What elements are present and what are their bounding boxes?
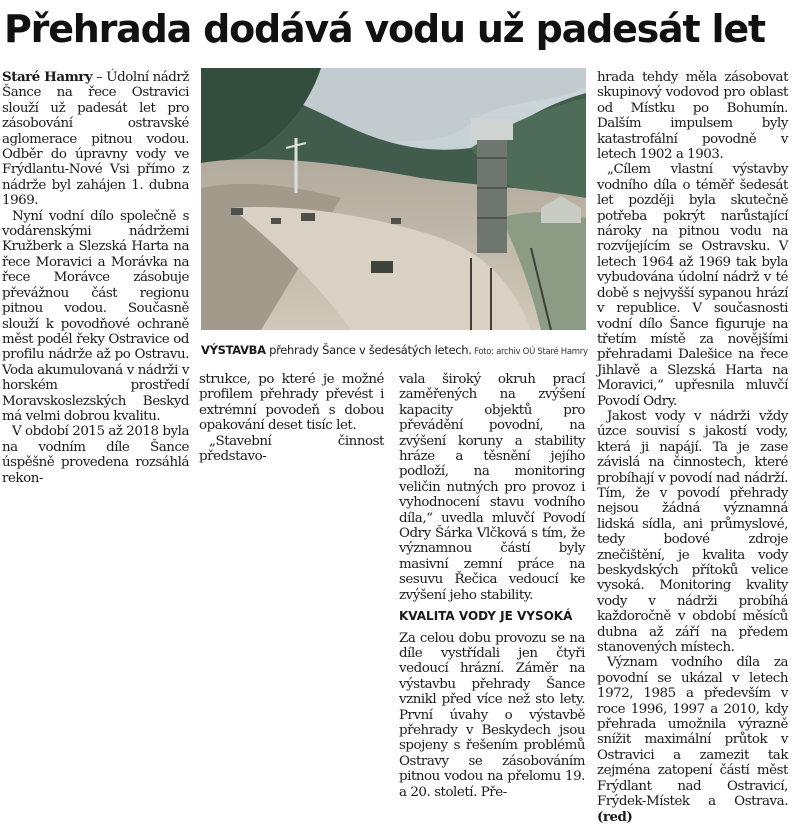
- paragraph-text: Význam vodního díla za povodní se ukázal v letech 1972, 1985 a především v roce 1996, 1997 a 2010, kdy přehrada umožnila výrazně snížit maximální průtok v Ostravici a zamezit tak zejména zatopení částí měst Frýdlant nad Ostravicí, Frýdek-Místek a Ostrava.: [597, 655, 788, 810]
- article-column-1: [2, 70, 189, 486]
- photo-caption: [201, 343, 591, 359]
- paragraph: Nyní vodní dílo společně s vodárenskými nádržemi Kružberk a Slezská Harta na řece Moravici a Morávka na řece Morávce zásobuje převážnou část regionu pitnou vodou. Současně slouží k povodňové ochraně měst podél řeky Ostravice od profilu nádrže až po Ostravu. Voda akumulovaná v nádrži v horském prostředí Moravskoslezských Beskyd má velmi dobrou kvalitu.: [2, 208, 189, 424]
- paragraph: vala široký okruh prací zaměřených na zvýšení kapacity objektů pro převádění povodní, na zvýšení koruny a stability hráze a těsnění jejího podloží, na monitoring veličin nutných pro provoz i vyhodnocení stavu vodního díla,“ uvedla mluvčí Povodí Odry Šárka Vlčková s tím, že významnou částí byly masivní zemní práce na sesuvu Řečica vedoucí ke zvýšení jeho stability.: [399, 372, 585, 603]
- headline: Přehrada dodává vodu už padesát let: [4, 7, 765, 51]
- paragraph: „Cílem vlastní výstavby vodního díla o téměř šedesát let později byla skutečně potřeba pokrýt narůstající nároky na pitnou vodu na rozvíjejícím se Ostravsku. V letech 1964 až 1969 tak byla vybudována údolní nádrž v té době s nejvyšší sypanou hrází v republice. V současnosti vodní dílo Šance figuruje na třetím místě za novějšími přehradami Dalešice na řece Jihlavě a Slezská Harta na Moravici,“ upřesnila mluvčí Povodí Odry.: [597, 162, 788, 409]
- paragraph: V období 2015 až 2018 byla na vodním díle Šance úspěšně provedena rozsáhlá rekon-: [2, 424, 189, 486]
- paragraph: [597, 655, 788, 824]
- paragraph: Za celou dobu provozu se na díle vystřídali jen čtyři vedoucí hrázní. Záměr na výstavbu přehrady Šance vznikl před více než sto lety. První úvahy o výstavbě přehrady v Beskydech jsou spojeny s řešením problémů Ostravy se zásobováním pitnou vodou na přelomu 19. a 20. století. Pře-: [399, 630, 585, 800]
- paragraph: strukce, po které je možné profilem přehrady převést i extrémní povodeň s dobou opakování deset tisíc let.: [199, 372, 384, 434]
- paragraph: „Stavební činnost představo-: [199, 433, 384, 465]
- caption-lead: VÝSTAVBA: [201, 343, 266, 357]
- paragraph: Jakost vody v nádrži vždy úzce souvisí s jakostí vody, která ji napájí. Ta je zase závislá na činnostech, které probíhají v povodí nad nádrží. Tím, že v povodí přehrady nejsou žádná významná lidská sídla, ani průmyslové, tedy bodové zdroje znečištění, je kvalita vody beskydských přítoků velice vysoká. Monitoring kvality vody v nádrži probíhá každoročně v období měsíců dubna až září na předem stanovených místech.: [597, 408, 788, 656]
- dateline: Staré Hamry: [2, 69, 93, 85]
- construction-photo: [201, 68, 586, 330]
- article-column-2: [199, 372, 384, 464]
- paragraph-text: – Údolní nádrž Šance na řece Ostravici slouží už padesát let pro zásobování ostravské aglomerace pitnou vodou. Odběr do úpravny vody ve Frýdlantu-Nové Vsi přímo z nádrže byl zahájen 1. dubna 1969.: [2, 70, 189, 209]
- article-column-4: [597, 70, 788, 825]
- caption-text: přehrady Šance v šedesátých letech.: [265, 343, 472, 357]
- subheading: KVALITA VODY JE VYSOKÁ: [399, 609, 573, 624]
- article-column-3: [399, 372, 585, 800]
- caption-credit: Foto: archiv OÚ Staré Hamry: [471, 347, 588, 357]
- author-signoff: (red): [597, 808, 633, 825]
- paragraph: [2, 70, 189, 209]
- paragraph: hrada tehdy měla zásobovat skupinový vodovod pro oblast od Místku po Bohumín. Dalším impulsem byly katastrofální povodně v letech 1902 a 1903.: [597, 70, 788, 163]
